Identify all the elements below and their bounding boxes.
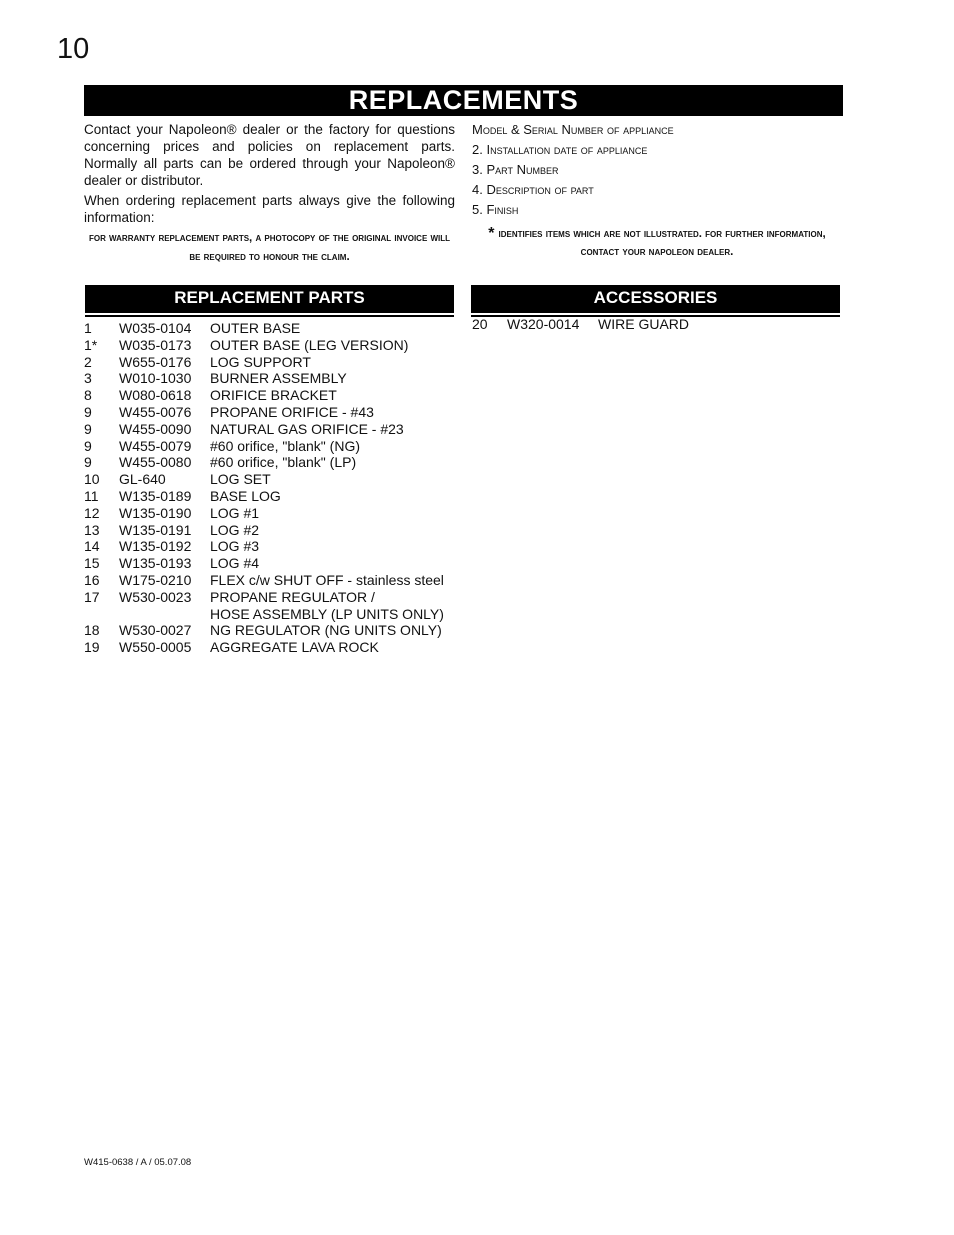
asterisk-marker: * xyxy=(488,225,495,242)
ordering-info-list xyxy=(472,120,842,261)
part-number: W135-0189 xyxy=(119,487,192,504)
document-code: W415-0638 / A / 05.07.08 xyxy=(84,1157,192,1168)
table-row xyxy=(84,572,456,589)
item-number: 17 xyxy=(84,588,100,605)
accessories-heading: ACCESSORIES xyxy=(471,285,840,315)
table-row xyxy=(84,438,456,455)
table-row xyxy=(84,505,456,522)
part-description: NATURAL GAS ORIFICE - #23 xyxy=(210,420,404,437)
part-number: W080-0618 xyxy=(119,387,192,404)
part-description: LOG #2 xyxy=(210,521,260,538)
table-row xyxy=(84,337,456,354)
table-row xyxy=(84,421,456,438)
table-row xyxy=(84,538,456,555)
part-number: W455-0080 xyxy=(119,454,192,471)
item-number: 19 xyxy=(84,639,100,656)
part-number: W455-0090 xyxy=(119,420,192,437)
part-number: GL-640 xyxy=(119,471,166,488)
part-description: FLEX c/w SHUT OFF - stainless steel xyxy=(210,571,444,588)
item-number: 16 xyxy=(84,571,100,588)
part-description: LOG #3 xyxy=(210,538,260,555)
intro-paragraph-2: When ordering replacement parts always give the following information: xyxy=(84,193,455,225)
part-description: BASE LOG xyxy=(210,487,281,504)
not-illustrated-note xyxy=(472,225,842,261)
table-row xyxy=(84,404,456,421)
table-row xyxy=(84,454,456,471)
part-description: LOG #4 xyxy=(210,555,260,572)
part-description: LOG SET xyxy=(210,471,271,488)
part-description: BURNER ASSEMBLY xyxy=(210,370,347,387)
accessories-list xyxy=(472,316,842,333)
part-description: AGGREGATE LAVA ROCK xyxy=(210,639,379,656)
item-number: 9 xyxy=(84,403,92,420)
item-number: 3 xyxy=(84,370,92,387)
item-number: 12 xyxy=(84,504,100,521)
page-number: 10 xyxy=(57,33,90,65)
table-row xyxy=(84,354,456,371)
part-number: W035-0104 xyxy=(119,320,192,336)
table-row xyxy=(84,606,456,623)
part-number: W530-0027 xyxy=(119,622,192,639)
page-title: REPLACEMENTS xyxy=(84,85,843,116)
item-number: 13 xyxy=(84,521,100,538)
table-row xyxy=(84,589,456,606)
item-number: 11 xyxy=(84,487,99,504)
table-row xyxy=(84,387,456,404)
part-number: W320-0014 xyxy=(507,316,580,332)
item-number: 1 xyxy=(84,320,92,336)
part-description: LOG SUPPORT xyxy=(210,353,311,370)
item-number: 8 xyxy=(84,387,92,404)
part-number: W035-0173 xyxy=(119,336,192,353)
replacement-parts-list xyxy=(84,320,456,656)
not-illustrated-text: identifies items which are not illustrated. for further information, contact your napoleon dealer. xyxy=(498,228,826,258)
part-description: PROPANE REGULATOR / xyxy=(210,588,375,605)
item-number: 2 xyxy=(84,353,92,370)
part-number: W455-0076 xyxy=(119,403,192,420)
part-description: ORIFICE BRACKET xyxy=(210,387,337,404)
intro-section xyxy=(84,121,455,267)
item-number: 14 xyxy=(84,538,100,555)
item-number: 18 xyxy=(84,622,100,639)
part-number: W530-0023 xyxy=(119,588,192,605)
info-item: 4. Description of part xyxy=(472,182,594,197)
table-row xyxy=(84,370,456,387)
info-item: 5. Finish xyxy=(472,202,519,217)
table-row xyxy=(84,471,456,488)
item-number: 15 xyxy=(84,555,100,572)
part-description: OUTER BASE xyxy=(210,320,301,336)
part-number: W135-0190 xyxy=(119,504,192,521)
table-row xyxy=(84,555,456,572)
part-description: HOSE ASSEMBLY (LP UNITS ONLY) xyxy=(210,605,444,622)
part-number: W550-0005 xyxy=(119,639,192,656)
part-number: W455-0079 xyxy=(119,437,192,454)
table-row xyxy=(84,639,456,656)
table-row xyxy=(84,622,456,639)
part-number: W010-1030 xyxy=(119,370,192,387)
item-number: 1* xyxy=(84,336,98,353)
item-number: 9 xyxy=(84,420,92,437)
info-item: 3. Part Number xyxy=(472,162,559,177)
replacement-parts-heading: REPLACEMENT PARTS xyxy=(85,285,454,315)
info-item: Model & Serial Number of appliance xyxy=(472,122,674,137)
item-number: 10 xyxy=(84,471,100,488)
part-number: W135-0192 xyxy=(119,538,192,555)
table-row xyxy=(84,320,456,337)
part-description: PROPANE ORIFICE - #43 xyxy=(210,403,374,420)
part-description: #60 orifice, "blank" (LP) xyxy=(210,454,357,471)
part-description: OUTER BASE (LEG VERSION) xyxy=(210,336,409,353)
item-number: 20 xyxy=(472,316,488,332)
part-description: WIRE GUARD xyxy=(598,316,689,332)
part-number: W655-0176 xyxy=(119,353,192,370)
part-description: NG REGULATOR (NG UNITS ONLY) xyxy=(210,622,442,639)
part-description: #60 orifice, "blank" (NG) xyxy=(210,437,360,454)
warranty-note: for warranty replacement parts, a photocopy of the original invoice will be required to honour the claim. xyxy=(88,232,451,263)
intro-paragraph-1: Contact your Napoleon® dealer or the factory for questions concerning prices and policies on replacement parts. Normally all parts can be ordered through your Napoleon® dealer or distributor. xyxy=(84,122,455,188)
item-number: 9 xyxy=(84,437,92,454)
info-item: 2. Installation date of appliance xyxy=(472,142,648,157)
part-description: LOG #1 xyxy=(210,504,260,521)
part-number: W175-0210 xyxy=(119,571,192,588)
item-number: 9 xyxy=(84,454,92,471)
part-number: W135-0191 xyxy=(119,521,192,538)
part-number: W135-0193 xyxy=(119,555,192,572)
table-row xyxy=(84,522,456,539)
table-row xyxy=(472,316,842,333)
table-row xyxy=(84,488,456,505)
